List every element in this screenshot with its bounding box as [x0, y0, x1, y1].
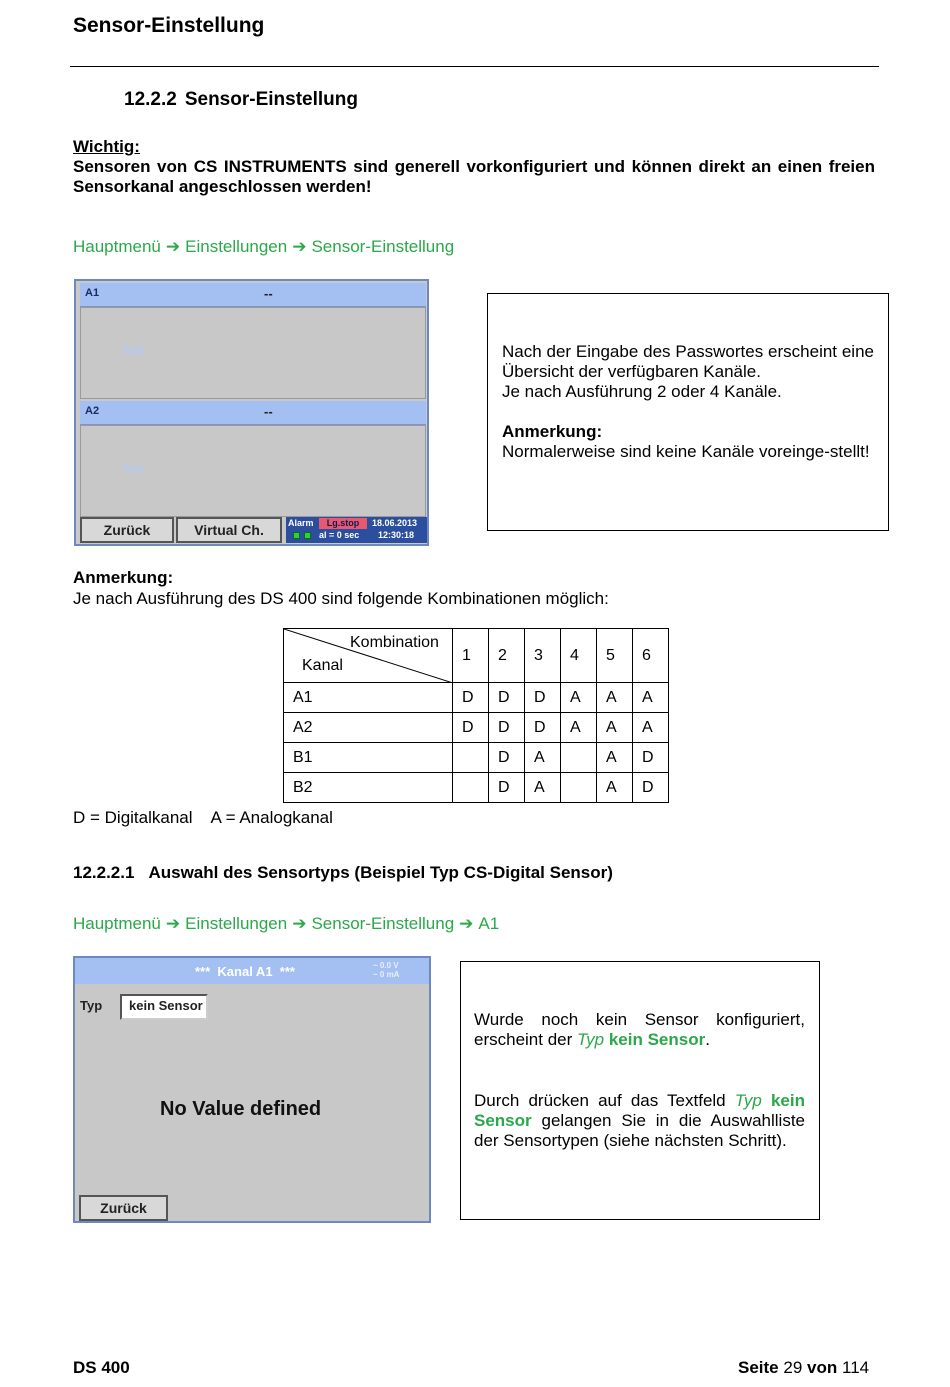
breadcrumb-item: Hauptmenü	[73, 914, 161, 933]
type-keyword: Typ	[734, 1091, 762, 1110]
info-text: Nach der Eingabe des Passwortes erscheint eine Übersicht der verfügbaren Kanäle.	[502, 342, 874, 381]
row-header: A1	[284, 683, 453, 713]
table-cell	[453, 773, 489, 803]
table-cell: D	[489, 743, 525, 773]
row-header: A2	[284, 713, 453, 743]
back-button[interactable]: Zurück	[79, 1195, 168, 1221]
arrow-right-icon: ➔	[165, 914, 181, 933]
table-cell: A	[597, 683, 633, 713]
row-header: B2	[284, 773, 453, 803]
legend-analog: A = Analogkanal	[210, 808, 333, 827]
page-total: 114	[842, 1358, 870, 1377]
breadcrumb-item: A1	[478, 914, 500, 933]
info-box-channel-overview	[487, 293, 889, 531]
type-keyword: Typ	[577, 1030, 605, 1049]
table-cell: D	[525, 713, 561, 743]
channel-value: --	[264, 286, 273, 301]
column-header: 5	[597, 629, 633, 683]
breadcrumb-item: Einstellungen	[185, 914, 288, 933]
table-row	[284, 683, 669, 713]
arrow-right-icon: ➔	[165, 237, 181, 256]
channel-label: A1	[85, 287, 100, 299]
info-text: Durch drücken auf das Textfeld	[474, 1091, 726, 1110]
table-cell: D	[489, 683, 525, 713]
table-cell: A	[597, 773, 633, 803]
channel-value: --	[264, 404, 273, 419]
breadcrumb-item: Einstellungen	[185, 237, 288, 256]
breadcrumb-item: Sensor-Einstellung	[311, 237, 455, 256]
arrow-right-icon: ➔	[292, 237, 307, 256]
table-cell: A	[561, 683, 597, 713]
column-header: 2	[489, 629, 525, 683]
channel-a1-screen	[73, 956, 431, 1223]
alarm-label: Alarm	[288, 518, 314, 528]
page-of-label: von	[807, 1358, 838, 1377]
table-cell: A	[561, 713, 597, 743]
channel-combination-table	[283, 628, 669, 803]
breadcrumb-item: Sensor-Einstellung	[311, 914, 455, 933]
header-divider	[70, 66, 879, 67]
page-current: 29	[783, 1358, 803, 1377]
table-header-row	[284, 629, 669, 683]
status-bar	[286, 517, 427, 543]
logger-status-badge: Lg.stop	[319, 518, 367, 529]
channel-label: A2	[85, 405, 100, 417]
alarm-led-icon	[293, 532, 300, 539]
table-cell: A	[633, 713, 669, 743]
table-cell: A	[633, 683, 669, 713]
screen-title-bar	[75, 958, 429, 984]
column-header: 6	[633, 629, 669, 683]
table-cell: A	[597, 713, 633, 743]
section-title: Sensor-Einstellung	[184, 89, 358, 110]
section-heading	[124, 89, 366, 111]
subsection-number: 12.2.2.1	[73, 863, 135, 882]
no-value-message: No Value defined	[160, 1098, 322, 1120]
subsection-title: Auswahl des Sensortyps (Beispiel Typ CS-Digital Sensor)	[148, 863, 613, 882]
no-sensor-keyword: kein Sensor	[474, 1091, 805, 1130]
breadcrumb-sensor-settings	[73, 237, 454, 257]
info-text: .	[705, 1030, 710, 1049]
virtual-channel-button[interactable]: Virtual Ch.	[176, 517, 282, 543]
channel-status: frei	[123, 342, 145, 358]
table-cell	[453, 743, 489, 773]
table-cell: D	[489, 773, 525, 803]
alarm-led-icon	[304, 532, 311, 539]
section-number: 12.2.2	[124, 89, 177, 110]
table-cell: D	[633, 773, 669, 803]
status-date: 18.06.2013	[372, 518, 418, 528]
corner-label-bottom: Kanal	[302, 657, 343, 674]
sensor-type-field[interactable]: kein Sensor	[120, 994, 208, 1020]
table-row	[284, 713, 669, 743]
remark-text: Je nach Ausführung des DS 400 sind folgende Kombinationen möglich:	[73, 589, 609, 608]
info-text: Wurde noch kein Sensor konfiguriert, erscheint der	[474, 1010, 805, 1049]
info-box-sensor-type	[460, 961, 820, 1220]
corner-label-top: Kombination	[350, 634, 439, 651]
table-cell: A	[525, 773, 561, 803]
table-corner-cell	[284, 629, 453, 683]
unit-readout	[373, 961, 399, 979]
status-time: 12:30:18	[378, 530, 415, 540]
info-paragraph	[474, 1091, 805, 1151]
table-cell: D	[489, 713, 525, 743]
channel-a1-header[interactable]	[80, 283, 426, 307]
table-legend	[73, 808, 333, 828]
no-sensor-keyword: kein Sensor	[608, 1030, 706, 1049]
table-row	[284, 773, 669, 803]
footer-product: DS 400	[73, 1358, 130, 1377]
table-cell	[561, 773, 597, 803]
info-text: Je nach Ausführung 2 oder 4 Kanäle.	[502, 382, 782, 401]
table-cell: A	[525, 743, 561, 773]
note-text: Normalerweise sind keine Kanäle voreinge-stellt!	[502, 442, 870, 461]
channel-a1-panel[interactable]	[80, 307, 426, 399]
arrow-right-icon: ➔	[459, 914, 474, 933]
table-row	[284, 743, 669, 773]
page-label: Seite	[738, 1358, 779, 1377]
note-label: Anmerkung:	[502, 422, 603, 441]
important-text: Sensoren von CS INSTRUMENTS sind generell vorkonfiguriert und können direkt an einen freien Sensorkanal angeschlossen werden!	[73, 157, 875, 196]
table-cell: D	[525, 683, 561, 713]
column-header: 3	[525, 629, 561, 683]
table-cell: D	[633, 743, 669, 773]
arrow-right-icon: ➔	[292, 914, 307, 933]
table-cell: A	[597, 743, 633, 773]
column-header: 4	[561, 629, 597, 683]
subsection-heading	[73, 863, 627, 883]
table-cell	[561, 743, 597, 773]
back-button[interactable]: Zurück	[80, 517, 174, 543]
channel-status: frei	[123, 460, 145, 476]
table-cell: D	[453, 683, 489, 713]
breadcrumb-item: Hauptmenü	[73, 237, 161, 256]
remark-label: Anmerkung:	[73, 568, 174, 587]
column-header: 1	[453, 629, 489, 683]
unit-current: ~ 0 mA	[373, 970, 400, 979]
channel-overview-screen	[74, 279, 429, 546]
info-paragraph	[474, 1010, 805, 1050]
footer-page-number	[738, 1358, 869, 1378]
important-label: Wichtig:	[73, 137, 140, 156]
type-label: Typ	[80, 998, 103, 1013]
channel-a2-header[interactable]	[80, 401, 426, 425]
row-header: B1	[284, 743, 453, 773]
unit-voltage: ~ 0.0 V	[373, 961, 399, 970]
info-text: gelangen Sie in die Auswahlliste der Sensortypen (siehe nächsten Schritt).	[474, 1111, 805, 1150]
page-header-title: Sensor-Einstellung	[73, 14, 265, 37]
logger-interval: al = 0 sec	[319, 530, 360, 540]
legend-digital: D = Digitalkanal	[73, 808, 193, 827]
breadcrumb-channel-a1	[73, 914, 499, 934]
table-cell: D	[453, 713, 489, 743]
channel-a2-panel[interactable]	[80, 425, 426, 517]
screen-title: *** Kanal A1 ***	[195, 964, 295, 979]
